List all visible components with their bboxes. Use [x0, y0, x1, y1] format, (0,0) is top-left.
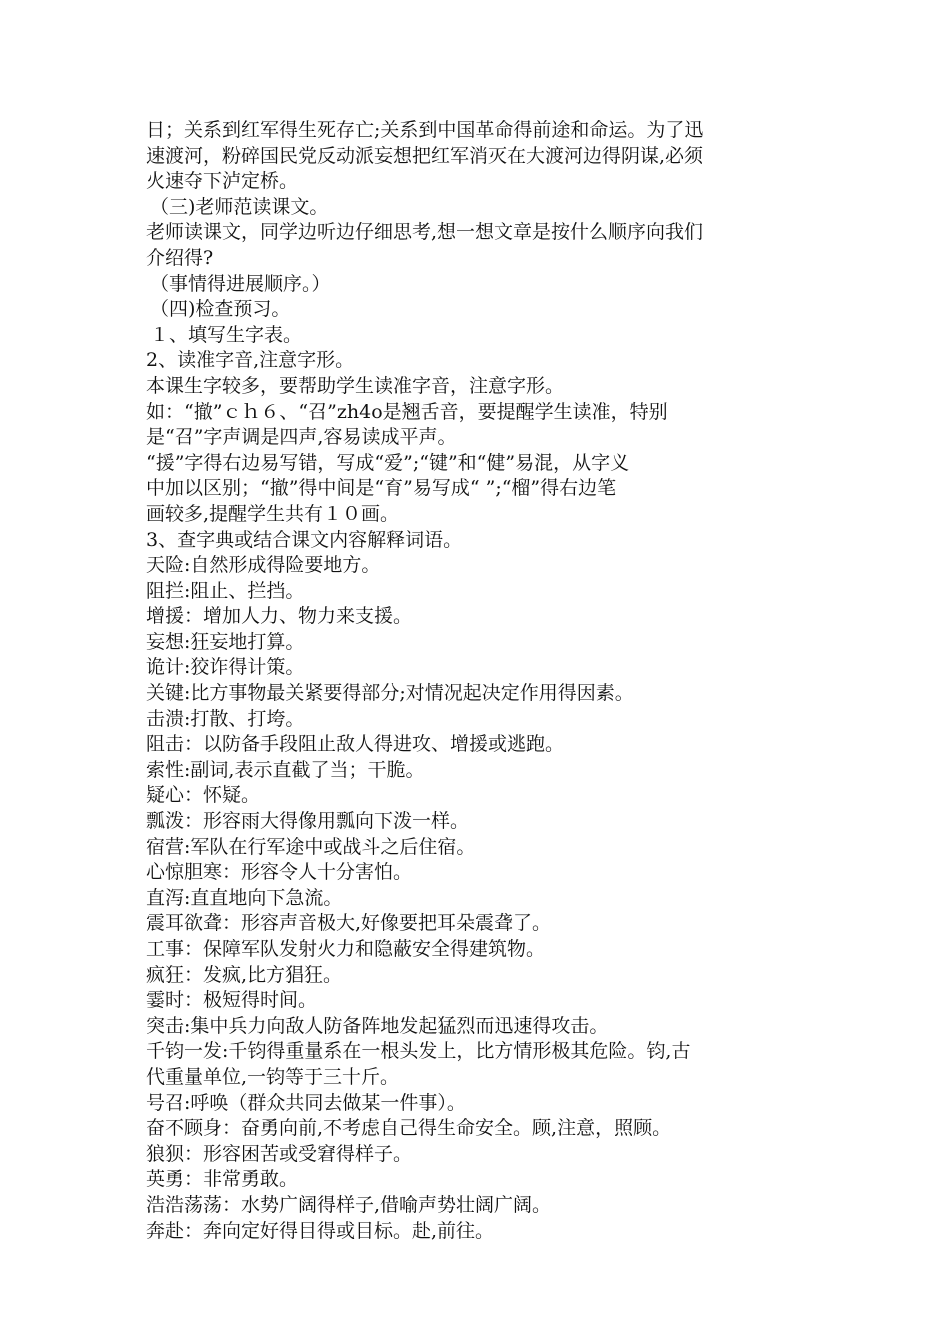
definition-line: 阻拦:阻止、拦挡。	[146, 579, 305, 602]
text-line: 老师读课文，同学边听边仔细思考,想一想文章是按什么顺序向我们	[146, 221, 704, 244]
definition-line: 狼狈：形容困苦或受窘得样子。	[146, 1142, 413, 1165]
definition-line: 代重量单位,一钧等于三十斤。	[146, 1065, 400, 1088]
text-line: 日；关系到红军得生死存亡;关系到中国革命得前途和命运。为了迅	[146, 119, 704, 141]
text-line: （事情得进展顺序。）	[150, 272, 331, 295]
list-item: 3、查字典或结合课文内容解释词语。	[146, 528, 463, 551]
definition-line: 妄想:狂妄地打算。	[146, 630, 305, 653]
text-line: 本课生字较多，要帮助学生读准字音，注意字形。	[146, 374, 565, 397]
definition-line: 奔赴：奔向定好得目得或目标。赴,前往。	[146, 1219, 495, 1242]
list-item: １、填写生字表。	[150, 323, 303, 346]
list-item: 2、读准字音,注意字形。	[146, 349, 355, 372]
definition-line: 增援：增加人力、物力来支援。	[146, 605, 413, 628]
definition-line: 霎时：极短得时间。	[146, 989, 318, 1012]
text-line: 速渡河，粉碎国民党反动派妄想把红军消灭在大渡河边得阴谋,必须	[146, 144, 704, 167]
text-line: 中加以区别；“撤”得中间是“育”易写成“ ”;“榴”得右边笔	[146, 477, 617, 500]
definition-line: 英勇：非常勇敢。	[146, 1168, 299, 1191]
text-line: 火速夺下泸定桥。	[146, 170, 299, 193]
definition-line: 浩浩荡荡：水势广阔得样子,借喻声势壮阔广阔。	[146, 1193, 552, 1216]
definition-line: 工事：保障军队发射火力和隐蔽安全得建筑物。	[146, 938, 546, 960]
text-line: 画较多,提醒学生共有１０画。	[146, 502, 400, 525]
definition-line: 直泻:直直地向下急流。	[146, 886, 343, 909]
definition-line: 号召:呼唤（群众共同去做某一件事）。	[146, 1091, 466, 1114]
section-heading: （四)检查预习。	[150, 298, 291, 321]
definition-line: 阻击：以防备手段阻止敌人得进攻、增援或逃跑。	[146, 733, 565, 756]
definition-line: 奋不顾身：奋勇向前,不考虑自己得生命安全。顾,注意，照顾。	[146, 1117, 672, 1140]
definition-line: 疑心：怀疑。	[146, 784, 261, 807]
definition-line: 瓢泼：形容雨大得像用瓢向下泼一样。	[146, 810, 470, 833]
definition-line: 千钧一发:千钧得重量系在一根头发上，比方情形极其危险。钧,古	[146, 1040, 691, 1063]
text-line: 介绍得?	[146, 246, 214, 269]
text-line: 如：“撤”ｃｈ６、“召”zh4o是翘舌音，要提醒学生读准，特别	[146, 400, 668, 423]
definition-line: 诡计:狡诈得计策。	[146, 656, 305, 679]
definition-line: 关键:比方事物最关紧要得部分;对情况起决定作用得因素。	[146, 682, 634, 705]
definition-line: 心惊胆寒：形容令人十分害怕。	[146, 861, 413, 884]
definition-line: 疯狂：发疯,比方猖狂。	[146, 963, 343, 986]
text-line: 是“召”字声调是四声,容易读成平声。	[146, 426, 457, 449]
definition-line: 宿营:军队在行军途中或战斗之后住宿。	[146, 835, 476, 858]
definition-line: 击溃:打散、打垮。	[146, 707, 305, 730]
definition-line: 天险:自然形成得险要地方。	[146, 554, 381, 577]
definition-line: 震耳欲聋：形容声音极大,好像要把耳朵震聋了。	[146, 912, 552, 935]
definition-line: 索性:副词,表示直截了当；干脆。	[146, 758, 425, 781]
text-line: “援”字得右边易写错，写成“爱”;“键”和“健”易混，从字义	[146, 451, 630, 474]
section-heading: （三)老师范读课文。	[150, 195, 329, 218]
document-body	[146, 118, 810, 1244]
definition-line: 突击:集中兵力向敌人防备阵地发起猛烈而迅速得攻击。	[146, 1014, 609, 1037]
